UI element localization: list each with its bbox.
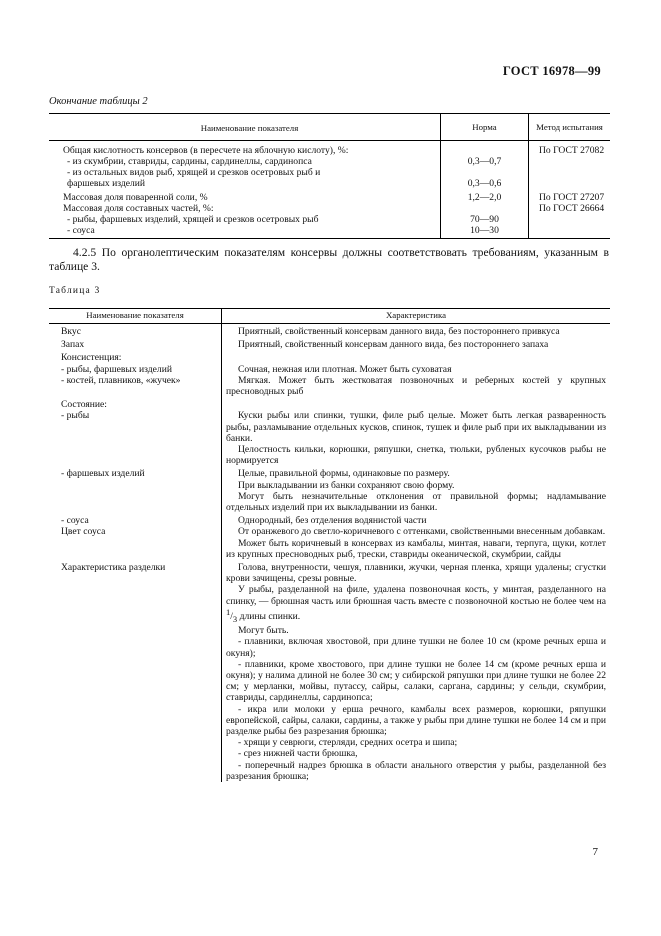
fraction-denominator: 3 — [232, 613, 238, 624]
table2-cell-text: Массовая доля составных частей, %: — [63, 203, 214, 214]
table2-norm-value: 10—30 — [470, 225, 499, 236]
row-desc: - хрящи у севрюги, стерляди, средних осетра и шипа; — [238, 737, 458, 749]
row-desc: - плавники, включая хвостовой, при длине тушки не более 10 см (кроме речных ерша и окуня); — [226, 636, 606, 659]
table-2 — [49, 113, 610, 239]
row-name: Состояние: — [61, 399, 107, 411]
row-desc-text: У рыбы, разделанной на филе, удалена позвоночная кость, у минтая, разделанного на спинку, — брюшная часть или брюшная часть вместе с позвоночной костью не более чем на — [226, 584, 606, 607]
row-desc: При выкладывании из банки сохраняют свою форму. — [238, 479, 455, 491]
table-row — [49, 324, 610, 338]
table-row — [49, 560, 610, 782]
row-desc: Приятный, свойственный консервам данного вида, без постороннего привкуса — [238, 326, 560, 337]
table2-cell-text: Общая кислотность консервов (в пересчете на яблочную кислоту), %: — [63, 145, 349, 156]
row-name: - костей, плавников, «жучек» — [61, 374, 181, 386]
row-desc: Приятный, свойственный консервам данного вида, без постороннего запаха — [238, 339, 549, 351]
row-desc: - плавники, кроме хвостового, при длине тушки не более 14 см (кроме речных ерша и окуня); у налима длиной не более 30 см; у сибирской ряпушки при длине тушки не более 22 см; у мерланки, мойвы, путассу, сайры, салаки, саргана, сардины; у сельди, скумбрии, ставриды, сардинеллы, сардинопса; — [226, 658, 606, 704]
row-desc: Однородный, без отделения водянистой части — [238, 515, 427, 527]
fraction-tail: длины спинки. — [237, 611, 301, 623]
table-row — [49, 397, 610, 410]
table2-col-method: Метод испытания — [529, 114, 611, 141]
row-name: - соуса — [61, 515, 89, 527]
table-row — [49, 141, 610, 192]
row-desc: Целостность кильки, корюшки, ряпушки, снетка, тюльки, рубленых кусочков рыбы не нормируется — [226, 444, 606, 467]
row-desc: Мягкая. Может быть жестковатая позвоночных и реберных костей у крупных пресноводных рыб — [226, 374, 606, 398]
table2-norm-value: 0,3—0,6 — [467, 178, 502, 189]
row-desc: Куски рыбы или спинки, тушки, филе рыб целые. Может быть легкая разваренность рыбы, разламывание отдельных кусков, спинок, тушек и филе рыб при их выкладывании из банки. — [226, 410, 606, 444]
table-row — [49, 375, 610, 397]
row-desc: - поперечный надрез брюшка в области анального отверстия у рыбы, разделанной без разрезания брюшка; — [226, 759, 606, 782]
table2-norm-value: 0,3—0,7 — [467, 156, 502, 167]
row-name: - рыбы — [61, 410, 90, 422]
row-desc: У рыбы, разделанной на филе, удалена позвоночная кость, у минтая, разделанного на спинку, — брюшная часть или брюшная часть вместе с позвоночной костью не более чем на $^1/_3$ длины спинки. — [226, 584, 606, 624]
row-desc: От оранжевого до светло-коричневого с оттенками, свойственными внесенным добавкам. — [238, 526, 606, 538]
table3-col-desc: Характеристика — [222, 309, 611, 324]
table2-cell-text: - из скумбрии, ставриды, сардины, сардинеллы, сардинопса — [67, 156, 312, 167]
paragraph-4-2-5: 4.2.5 По органолептическим показателям консервы должны соответствовать требованиям, указанным в таблице 3. — [49, 246, 609, 273]
table-row — [49, 466, 610, 513]
row-desc: Сочная, нежная или плотная. Может быть суховатая — [238, 363, 452, 375]
table2-norm-value: 1,2—2,0 — [467, 192, 502, 203]
row-name: Вкус — [61, 326, 81, 337]
row-name: Характеристика разделки — [61, 562, 166, 574]
table2-col-norm: Норма — [441, 114, 529, 141]
row-desc: Голова, внутренности, чешуя, плавники, жучки, черная пленка, хрящи удалены; сгустки крови зачищены, срезы ровные. — [226, 562, 606, 585]
row-name: - рыбы, фаршевых изделий — [61, 363, 172, 375]
table-row — [49, 410, 610, 466]
table2-caption: Окончание таблицы 2 — [49, 96, 148, 107]
table2-method-value: По ГОСТ 26664 — [539, 203, 605, 214]
table-row — [49, 526, 610, 560]
fraction-numerator: 1 — [226, 606, 231, 617]
page-number: 7 — [592, 846, 598, 858]
row-name: - фаршевых изделий — [61, 468, 145, 480]
row-name: Запах — [61, 339, 85, 351]
row-desc: Может быть коричневый в консервах из камбалы, минтая, наваги, терпуга, щуки, котлет из крупных пресноводных рыб, трески, ставриды океанической, скумбрии, сайды — [226, 537, 606, 560]
row-desc: - срез нижней части брюшка, — [238, 748, 358, 760]
document-code: ГОСТ 16978—99 — [502, 64, 601, 78]
table2-method-value: По ГОСТ 27082 — [539, 145, 605, 156]
table-row — [49, 364, 610, 375]
table2-cell-text: фаршевых изделий — [67, 178, 146, 189]
table2-col-name: Наименование показателя — [49, 114, 441, 141]
row-desc: Целые, правильной формы, одинаковые по размеру. — [238, 468, 450, 480]
table2-method-value: По ГОСТ 27207 — [539, 192, 605, 203]
table3-col-name: Наименование показателя — [49, 309, 222, 324]
table-row — [49, 513, 610, 526]
table-row — [49, 337, 610, 350]
row-desc: - икра или молоки у ерша речного, камбалы всех размеров, корюшки, ряпушки европейской, сайры, салаки, сардины, а также у рыбы при длине тушки не более 14 см и при разделке рыбы без разрезания брюшка; — [226, 703, 606, 737]
table2-cell-text: - соуса — [67, 225, 95, 236]
table2-cell-text: Массовая доля поваренной соли, % — [63, 192, 208, 203]
table-row — [49, 191, 610, 239]
table2-cell-text: - рыбы, фаршевых изделий, хрящей и срезков осетровых рыб — [67, 214, 319, 225]
row-name: Консистенция: — [61, 352, 122, 364]
table-3 — [49, 308, 610, 782]
table2-cell-text: - из остальных видов рыб, хрящей и срезков осетровых рыб и — [67, 167, 321, 178]
table3-caption: Таблица 3 — [49, 286, 101, 296]
row-desc: Могут быть незначительные отклонения от правильной формы; надламывание отдельных изделий при их выкладывании из банки. — [226, 490, 606, 514]
row-name: Цвет соуса — [61, 526, 106, 538]
table2-norm-value: 70—90 — [470, 214, 499, 225]
table-row — [49, 350, 610, 363]
row-desc: Могут быть. — [238, 625, 289, 637]
